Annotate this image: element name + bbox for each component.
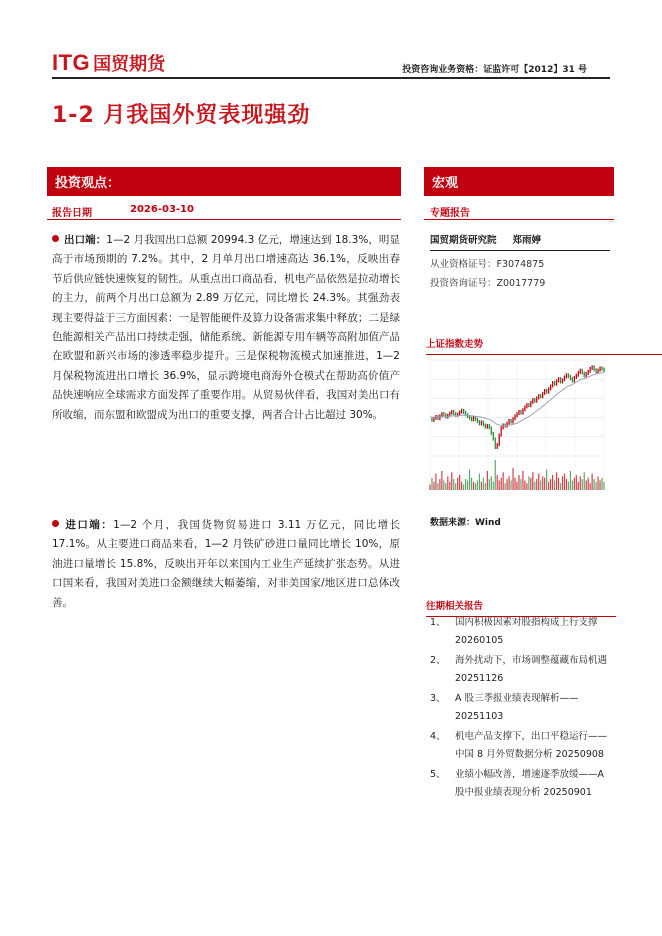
volume-bar [566, 479, 567, 490]
volume-bar [483, 478, 484, 490]
volume-bar [524, 480, 525, 490]
volume-bar [473, 482, 474, 490]
institute-name: 国贸期货研究院 [430, 235, 497, 246]
logo-chinese: 国贸期货 [93, 54, 166, 75]
volume-bar [439, 479, 440, 490]
index-chart [428, 356, 616, 496]
volume-bar [501, 478, 502, 490]
volume-bar [485, 483, 486, 490]
import-lead: 进口端： [64, 519, 114, 531]
volume-bar [574, 478, 575, 490]
volume-bar [467, 480, 468, 490]
volume-bar [465, 479, 466, 490]
volume-bar [538, 474, 539, 490]
related-report-text: 机电产品支撑下，出口平稳运行——中国 8 月外贸数据分析 20250908 [455, 731, 608, 760]
header-divider [52, 77, 610, 79]
volume-bar [447, 476, 448, 490]
volume-bar [481, 482, 482, 490]
analyst-header [430, 232, 610, 251]
volume-bar [491, 476, 492, 490]
report-title: 1-2 月我国外贸表现强劲 [52, 103, 311, 128]
volume-bar [599, 480, 600, 490]
qualification-number: 从业资格证号：F3074875 [430, 259, 545, 270]
export-lead: 出口端： [64, 234, 107, 246]
volume-bar [437, 483, 438, 490]
volume-bar [457, 478, 458, 490]
volume-bar [453, 479, 454, 490]
import-text: 1—2 个月，我国货物贸易进口 3.11 万亿元，同比增长 17.1%。从主要进口商品来看，1—2 月铁矿砂进口量同比增长 10%，原油进口量增长 15.8%，反映出开年以来国内工业生产延续扩张态势。从进口国来看，我国对美进口金额继续大幅萎缩，对非美国家/地区进口总体改善。 [52, 519, 400, 609]
analyst-block [430, 232, 610, 289]
volume-bar [508, 476, 509, 490]
volume-bar [451, 472, 452, 490]
related-reports-list [430, 614, 612, 804]
volume-bar [534, 482, 535, 490]
related-report-text: 海外扰动下，市场调整蕴藏布局机遇 20251126 [455, 655, 608, 684]
volume-bar [503, 472, 504, 490]
volume-bar [580, 476, 581, 490]
bullet-icon [52, 235, 59, 242]
volume-bar [570, 471, 571, 490]
export-paragraph [52, 231, 400, 425]
volume-bar [595, 482, 596, 490]
volume-bar [505, 483, 506, 490]
volume-bar [590, 483, 591, 490]
volume-bar [463, 485, 464, 490]
volume-bar [469, 470, 470, 490]
volume-bar [487, 471, 488, 490]
volume-bar [479, 474, 480, 490]
volume-bar [576, 475, 577, 490]
related-report-text: A 股三季报业绩表现解析——20251103 [455, 693, 579, 722]
volume-bar [518, 475, 519, 490]
report-date-value: 2026-03-10 [130, 204, 194, 215]
license-text: 投资咨询业务资格：证监许可【2012】31 号 [402, 65, 587, 75]
volume-bar [592, 474, 593, 490]
volume-bar [499, 480, 500, 490]
volume-bar [552, 475, 553, 490]
bullet-icon [52, 520, 59, 527]
volume-bar [431, 478, 432, 490]
volume-bar [520, 479, 521, 490]
volume-bar [459, 475, 460, 490]
related-report-text: 国内积极因素对股指构成上行支撑 20260105 [455, 617, 598, 646]
related-report-item[interactable] [430, 614, 612, 649]
related-report-item[interactable] [430, 766, 612, 801]
volume-bar [578, 482, 579, 490]
volume-bar [522, 471, 523, 490]
import-paragraph [52, 516, 400, 613]
related-report-item[interactable] [430, 728, 612, 763]
data-source: 数据来源：Wind [430, 518, 501, 528]
consult-number: 投资咨询证号：Z0017779 [430, 278, 546, 289]
related-reports-title: 往期相关报告 [426, 598, 616, 617]
volume-bar [572, 480, 573, 490]
volume-bar [536, 479, 537, 490]
investment-view-bar [47, 167, 401, 196]
volume-bar [510, 480, 511, 490]
related-report-number: 1、 [430, 617, 446, 628]
volume-bar [443, 480, 444, 490]
volume-bar [429, 485, 430, 490]
volume-bar [516, 482, 517, 490]
volume-bar [560, 483, 561, 490]
volume-bar [433, 482, 434, 490]
volume-bar [586, 480, 587, 490]
volume-bar [544, 478, 545, 490]
volume-bar [471, 478, 472, 490]
volume-bar [558, 478, 559, 490]
volume-bar [548, 482, 549, 490]
related-report-item[interactable] [430, 690, 612, 725]
report-type: 专题报告 [424, 199, 614, 220]
volume-bar [493, 482, 494, 490]
volume-bar [497, 475, 498, 490]
volume-bar [603, 482, 604, 490]
volume-bar [588, 478, 589, 490]
volume-bar [449, 482, 450, 490]
volume-bar [475, 483, 476, 490]
volume-bar [512, 468, 513, 490]
volume-bar [526, 483, 527, 490]
volume-bar [554, 480, 555, 490]
volume-bar [528, 476, 529, 490]
volume-bar [568, 482, 569, 490]
volume-bar [540, 480, 541, 490]
volume-bar [550, 479, 551, 490]
chart-grid [430, 360, 604, 490]
volume-bar [546, 470, 547, 490]
related-report-item[interactable] [430, 652, 612, 687]
company-logo [52, 50, 165, 76]
volume-bar [542, 476, 543, 490]
report-date-row [47, 199, 401, 220]
logo-latin: ITG [52, 50, 91, 75]
volume-bar [455, 483, 456, 490]
volume-bar [597, 476, 598, 490]
volume-bar [584, 472, 585, 490]
related-report-number: 4、 [430, 731, 446, 742]
volume-bar [564, 474, 565, 490]
volume-bar [445, 483, 446, 490]
volume-bar [435, 474, 436, 490]
category-bar [424, 167, 614, 196]
related-report-number: 5、 [430, 769, 446, 780]
export-text: 1—2 月我国出口总额 20994.3 亿元，增速达到 18.3%，明显高于市场预期的 7.2%。其中，2 月单月出口增速高达 36.1%，反映出春节后供应链快速恢复的韧性。从重点出口商品看，机电产品依然是拉动增长的主力，前两个月出口总额为 2.89 万亿元，同比增长 24.3%。其强劲表现主要得益于三方面因素：一是智能硬件及算力设备需求集中释放；二是绿色能源相关产品出口持续走强，储能系统、新能源专用车辆等高附加值产品在欧盟和新兴市场的渗透率稳步提升。三是保税物流模式加速推进，1—2 月保税物流进出口增长 36.9%，显示跨境电商海外仓模式在帮助高价值产品快速响应全球需求方面发挥了重要作用。从贸易伙伴看，我国对美出口有所收缩，而东盟和欧盟成为出口的重要支撑，两者合计占比超过 30%。 [52, 234, 400, 421]
volume-bar [477, 480, 478, 490]
volume-bar [507, 479, 508, 490]
volume-bar [532, 472, 533, 490]
volume-bar [562, 476, 563, 490]
volume-bar [489, 479, 490, 490]
volume-bar [461, 482, 462, 490]
related-report-text: 业绩小幅改善，增速逐季放缓——A 股中报业绩表现分析 20250901 [455, 769, 604, 798]
volume-bar [556, 472, 557, 490]
volume-bar [582, 479, 583, 490]
investment-view-title: 投资观点： [55, 176, 121, 191]
category-title: 宏观 [432, 176, 459, 191]
volume-bar [495, 460, 496, 490]
volume-bar [514, 478, 515, 490]
volume-bar [441, 471, 442, 490]
volume-bar [601, 478, 602, 490]
report-date-label: 报告日期 [52, 208, 92, 219]
volume-bar [594, 479, 595, 490]
related-report-number: 2、 [430, 655, 446, 666]
chart-title: 上证指数走势 [426, 336, 662, 355]
volume-bar [530, 478, 531, 490]
analyst-name: 郑雨婷 [512, 235, 542, 246]
related-report-number: 3、 [430, 693, 446, 704]
